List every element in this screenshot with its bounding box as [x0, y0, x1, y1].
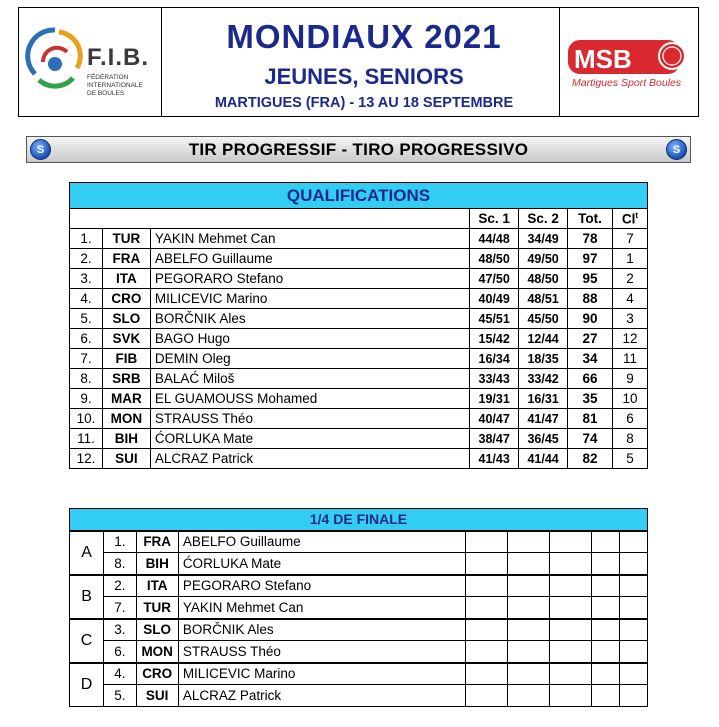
table-row	[70, 449, 648, 469]
seed-cell: 1.	[104, 531, 136, 553]
qualifications-table	[69, 182, 648, 469]
country-cell: CRO	[102, 289, 150, 309]
country-cell: ITA	[102, 269, 150, 289]
score-entry-cell	[591, 663, 619, 685]
seed-cell: 6.	[104, 641, 136, 663]
table-row	[70, 249, 648, 269]
country-cell: TUR	[136, 597, 178, 619]
score1-cell: 38/47	[470, 429, 519, 449]
rank-cell: 2.	[70, 249, 103, 269]
score-entry-cell	[466, 663, 508, 685]
fib-logo	[19, 8, 161, 116]
rank-cell: 9.	[70, 389, 103, 409]
score-entry-cell	[619, 619, 647, 641]
score1-cell: 19/31	[470, 389, 519, 409]
table-row	[70, 429, 648, 449]
score2-cell: 48/50	[519, 269, 568, 289]
player-name-cell: YAKIN Mehmet Can	[178, 597, 466, 619]
seed-cell: 4.	[104, 663, 136, 685]
col-sc2: Sc. 2	[519, 209, 568, 229]
banner-title: TIR PROGRESSIF - TIRO PROGRESSIVO	[188, 140, 529, 159]
score-entry-cell	[591, 619, 619, 641]
score-entry-cell	[549, 553, 591, 575]
msb-logo	[559, 8, 700, 116]
total-cell: 34	[568, 349, 613, 369]
country-cell: ITA	[136, 575, 178, 597]
score2-cell: 33/42	[519, 369, 568, 389]
seed-cell: 7.	[104, 597, 136, 619]
table-row	[70, 409, 648, 429]
match-row	[70, 575, 648, 597]
rank-cell: 3.	[70, 269, 103, 289]
total-cell: 82	[568, 449, 613, 469]
match-row	[70, 641, 648, 663]
score-entry-cell	[619, 663, 647, 685]
score2-cell: 18/35	[519, 349, 568, 369]
class-cell: 12	[613, 329, 648, 349]
rank-cell: 11.	[70, 429, 103, 449]
event-location: MARTIGUES (FRA) - 13 AU 18 SEPTEMBRE	[214, 95, 514, 111]
event-subtitle: JEUNES, SENIORS	[264, 64, 464, 89]
group-letter: C	[70, 619, 104, 663]
rank-cell: 10.	[70, 409, 103, 429]
event-banner	[26, 136, 691, 163]
player-name-cell: MILICEVIC Marino	[178, 663, 466, 685]
table-row	[70, 329, 648, 349]
country-cell: BIH	[102, 429, 150, 449]
score-entry-cell	[591, 685, 619, 707]
player-name-cell: ĆORLUKA Mate	[150, 429, 469, 449]
player-name-cell: BORČNIK Ales	[150, 309, 469, 329]
class-cell: 2	[613, 269, 648, 289]
total-cell: 78	[568, 229, 613, 249]
score-entry-cell	[508, 553, 550, 575]
seed-cell: 3.	[104, 619, 136, 641]
country-cell: SRB	[102, 369, 150, 389]
event-title: MONDIAUX 2021	[226, 18, 502, 55]
seed-cell: 2.	[104, 575, 136, 597]
qualifications-header-row	[70, 209, 648, 229]
player-name-cell: ĆORLUKA Mate	[178, 553, 466, 575]
player-name-cell: STRAUSS Théo	[178, 641, 466, 663]
seed-cell: 5.	[104, 685, 136, 707]
score1-cell: 45/51	[470, 309, 519, 329]
class-cell: 3	[613, 309, 648, 329]
class-cell: 1	[613, 249, 648, 269]
score-entry-cell	[549, 685, 591, 707]
total-cell: 81	[568, 409, 613, 429]
score-entry-cell	[619, 597, 647, 619]
country-cell: FIB	[102, 349, 150, 369]
seed-cell: 8.	[104, 553, 136, 575]
player-name-cell: BALAĆ Miloš	[150, 369, 469, 389]
country-cell: SLO	[136, 619, 178, 641]
table-row	[70, 269, 648, 289]
class-cell: 8	[613, 429, 648, 449]
score-entry-cell	[549, 597, 591, 619]
table-row	[70, 229, 648, 249]
total-cell: 27	[568, 329, 613, 349]
player-name-cell: PEGORARO Stefano	[150, 269, 469, 289]
score1-cell: 41/43	[470, 449, 519, 469]
match-row	[70, 663, 648, 685]
score-entry-cell	[508, 641, 550, 663]
class-cell: 7	[613, 229, 648, 249]
score-entry-cell	[466, 597, 508, 619]
total-cell: 74	[568, 429, 613, 449]
score-entry-cell	[591, 553, 619, 575]
score-entry-cell	[508, 663, 550, 685]
rank-cell: 12.	[70, 449, 103, 469]
score-entry-cell	[619, 575, 647, 597]
match-row	[70, 685, 648, 707]
score-entry-cell	[466, 531, 508, 553]
country-cell: MON	[136, 641, 178, 663]
match-row	[70, 531, 648, 553]
score1-cell: 40/47	[470, 409, 519, 429]
col-total: Tot.	[568, 209, 613, 229]
score-entry-cell	[619, 641, 647, 663]
score-entry-cell	[508, 619, 550, 641]
country-cell: MAR	[102, 389, 150, 409]
table-row	[70, 289, 648, 309]
score1-cell: 16/34	[470, 349, 519, 369]
score-entry-cell	[591, 641, 619, 663]
col-sc1: Sc. 1	[470, 209, 519, 229]
quarterfinals-title: 1/4 DE FINALE	[70, 509, 648, 531]
fib-logo-text: F.I.B.	[87, 44, 150, 71]
country-cell: SLO	[102, 309, 150, 329]
score-entry-cell	[508, 685, 550, 707]
country-cell: BIH	[136, 553, 178, 575]
group-letter: A	[70, 531, 104, 575]
score-entry-cell	[466, 553, 508, 575]
score2-cell: 41/47	[519, 409, 568, 429]
rank-cell: 5.	[70, 309, 103, 329]
player-name-cell: MILICEVIC Marino	[150, 289, 469, 309]
class-cell: 5	[613, 449, 648, 469]
score-entry-cell	[466, 641, 508, 663]
match-row	[70, 553, 648, 575]
player-name-cell: ABELFO Guillaume	[150, 249, 469, 269]
country-cell: TUR	[102, 229, 150, 249]
score-entry-cell	[619, 685, 647, 707]
total-cell: 66	[568, 369, 613, 389]
country-cell: FRA	[102, 249, 150, 269]
msb-tagline: Martigues Sport Boules	[572, 77, 682, 89]
score-entry-cell	[591, 531, 619, 553]
badge-left: S	[30, 139, 51, 160]
total-cell: 90	[568, 309, 613, 329]
score1-cell: 48/50	[470, 249, 519, 269]
fib-emblem-icon	[25, 22, 85, 102]
country-cell: CRO	[136, 663, 178, 685]
player-name-cell: BAGO Hugo	[150, 329, 469, 349]
msb-emblem-icon	[566, 34, 694, 90]
class-cell: 9	[613, 369, 648, 389]
class-cell: 4	[613, 289, 648, 309]
score-entry-cell	[549, 575, 591, 597]
score-entry-cell	[508, 575, 550, 597]
score2-cell: 16/31	[519, 389, 568, 409]
table-row	[70, 349, 648, 369]
total-cell: 88	[568, 289, 613, 309]
class-cell: 10	[613, 389, 648, 409]
match-row	[70, 597, 648, 619]
score-entry-cell	[508, 597, 550, 619]
class-cell: 11	[613, 349, 648, 369]
country-cell: SUI	[136, 685, 178, 707]
score-entry-cell	[549, 619, 591, 641]
total-cell: 35	[568, 389, 613, 409]
group-letter: D	[70, 663, 104, 707]
document-header	[18, 7, 699, 117]
score-entry-cell	[619, 531, 647, 553]
rank-cell: 8.	[70, 369, 103, 389]
fib-logo-subtitle: FÉDÉRATION INTERNATIONALE DE BOULES	[87, 74, 143, 97]
score2-cell: 12/44	[519, 329, 568, 349]
group-letter: B	[70, 575, 104, 619]
rank-cell: 4.	[70, 289, 103, 309]
score-entry-cell	[549, 641, 591, 663]
score1-cell: 33/43	[470, 369, 519, 389]
rank-cell: 6.	[70, 329, 103, 349]
score1-cell: 15/42	[470, 329, 519, 349]
score-entry-cell	[591, 575, 619, 597]
rank-cell: 1.	[70, 229, 103, 249]
score-entry-cell	[549, 531, 591, 553]
score2-cell: 34/49	[519, 229, 568, 249]
player-name-cell: ALCRAZ Patrick	[178, 685, 466, 707]
score2-cell: 41/44	[519, 449, 568, 469]
country-cell: MON	[102, 409, 150, 429]
col-rank-class: Cl$^t$	[613, 209, 648, 229]
match-row	[70, 619, 648, 641]
badge-right: S	[666, 139, 687, 160]
score-entry-cell	[591, 597, 619, 619]
table-row	[70, 309, 648, 329]
score-entry-cell	[466, 575, 508, 597]
score-entry-cell	[619, 553, 647, 575]
table-row	[70, 389, 648, 409]
score2-cell: 36/45	[519, 429, 568, 449]
score-entry-cell	[466, 685, 508, 707]
player-name-cell: ALCRAZ Patrick	[150, 449, 469, 469]
player-name-cell: DEMIN Oleg	[150, 349, 469, 369]
qualifications-title: QUALIFICATIONS	[70, 183, 648, 209]
total-cell: 95	[568, 269, 613, 289]
player-name-cell: EL GUAMOUSS Mohamed	[150, 389, 469, 409]
score-entry-cell	[549, 663, 591, 685]
player-name-cell: YAKIN Mehmet Can	[150, 229, 469, 249]
quarterfinals-table	[69, 508, 648, 707]
country-cell: FRA	[136, 531, 178, 553]
score-entry-cell	[508, 531, 550, 553]
score1-cell: 44/48	[470, 229, 519, 249]
score2-cell: 48/51	[519, 289, 568, 309]
total-cell: 97	[568, 249, 613, 269]
score2-cell: 49/50	[519, 249, 568, 269]
country-cell: SVK	[102, 329, 150, 349]
player-name-cell: BORČNIK Ales	[178, 619, 466, 641]
rank-cell: 7.	[70, 349, 103, 369]
score-entry-cell	[466, 619, 508, 641]
table-row	[70, 369, 648, 389]
msb-logo-text: MSB	[574, 44, 632, 74]
score2-cell: 45/50	[519, 309, 568, 329]
score1-cell: 40/49	[470, 289, 519, 309]
country-cell: SUI	[102, 449, 150, 469]
player-name-cell: ABELFO Guillaume	[178, 531, 466, 553]
player-name-cell: PEGORARO Stefano	[178, 575, 466, 597]
class-cell: 6	[613, 409, 648, 429]
player-name-cell: STRAUSS Théo	[150, 409, 469, 429]
score1-cell: 47/50	[470, 269, 519, 289]
